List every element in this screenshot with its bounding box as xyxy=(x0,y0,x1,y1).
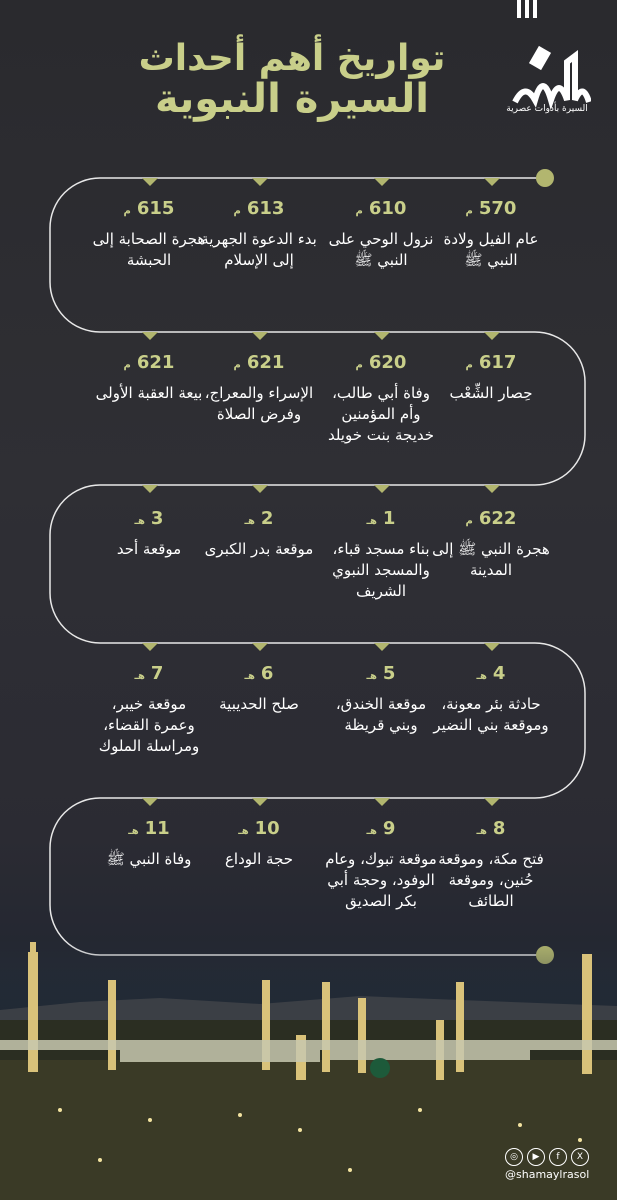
event-item xyxy=(432,198,550,271)
event-item xyxy=(322,818,440,912)
event-marker xyxy=(252,798,268,806)
event-item xyxy=(432,818,550,912)
event-item xyxy=(90,198,208,271)
event-marker xyxy=(142,798,158,806)
event-marker xyxy=(484,643,500,651)
event-year: 3هـ xyxy=(134,508,164,529)
event-item xyxy=(432,352,550,404)
social-handle[interactable]: @shamaylrasol xyxy=(505,1168,590,1181)
event-item xyxy=(200,198,318,271)
event-year: 5هـ xyxy=(366,663,396,684)
event-item xyxy=(322,198,440,271)
event-year: 610م xyxy=(355,198,407,219)
title-line-2: السيرة النبوية xyxy=(155,75,429,122)
event-marker xyxy=(374,178,390,186)
event-item xyxy=(322,352,440,446)
event-year: 621م xyxy=(123,352,175,373)
event-marker xyxy=(484,798,500,806)
event-year: 613م xyxy=(233,198,285,219)
youtube-icon[interactable]: ▶ xyxy=(527,1148,545,1166)
event-item xyxy=(90,352,208,404)
logo-tagline: السيرة بأدوات عصرية xyxy=(506,104,588,114)
event-marker xyxy=(484,332,500,340)
event-item xyxy=(90,508,208,560)
event-description: عام الفيل ولادة النبي ﷺ xyxy=(443,230,539,269)
event-description: حادثة بئر معونة، وموقعة بني النضير xyxy=(433,695,549,734)
instagram-icon[interactable]: ◎ xyxy=(505,1148,523,1166)
event-year: 4هـ xyxy=(476,663,506,684)
event-marker xyxy=(252,643,268,651)
event-item xyxy=(322,508,440,602)
event-description: هجرة الصحابة إلى الحبشة xyxy=(92,230,206,269)
event-year: 11هـ xyxy=(128,818,170,839)
event-year: 620م xyxy=(355,352,407,373)
event-marker xyxy=(484,178,500,186)
event-item xyxy=(200,352,318,425)
event-description: وفاة النبي ﷺ xyxy=(106,850,192,868)
event-description: فتح مكة، وموقعة حُنين، وموقعة الطائف xyxy=(438,850,544,910)
event-item xyxy=(432,663,550,736)
social-links xyxy=(505,1148,589,1166)
event-description: موقعة الخندق، وبني قريظة xyxy=(335,695,427,734)
event-marker xyxy=(374,798,390,806)
event-description: بيعة العقبة الأولى xyxy=(95,384,203,402)
event-year: 1هـ xyxy=(366,508,396,529)
event-year: 570م xyxy=(465,198,517,219)
event-marker xyxy=(484,485,500,493)
event-description: بدء الدعوة الجهرية إلى الإسلام xyxy=(201,230,317,269)
event-item xyxy=(200,508,318,560)
event-item xyxy=(322,663,440,736)
event-year: 615م xyxy=(123,198,175,219)
event-year: 10هـ xyxy=(238,818,280,839)
event-marker xyxy=(142,643,158,651)
event-description: موقعة بدر الكبرى xyxy=(204,540,314,558)
event-description: هجرة النبي ﷺ إلى المدينة xyxy=(432,540,550,579)
event-item xyxy=(90,818,208,870)
event-item xyxy=(432,508,550,581)
event-description: حِصار الشِّعْب xyxy=(449,384,533,402)
event-description: نزول الوحي على النبي ﷺ xyxy=(328,230,434,269)
event-item xyxy=(200,663,318,715)
event-year: 617م xyxy=(465,352,517,373)
title-line-1: تواريخ أهم أحداث xyxy=(138,38,446,79)
event-description: موقعة أحد xyxy=(116,540,182,558)
event-description: وفاة أبي طالب، وأم المؤمنين خديجة بنت خويلد xyxy=(327,384,435,444)
event-marker xyxy=(374,485,390,493)
event-description: الإسراء والمعراج، وفرض الصلاة xyxy=(204,384,314,423)
event-description: حجة الوداع xyxy=(224,850,294,868)
event-description: موقعة تبوك، وعام الوفود، وحجة أبي بكر الصديق xyxy=(325,850,437,910)
event-year: 9هـ xyxy=(366,818,396,839)
event-year: 2هـ xyxy=(244,508,274,529)
event-item xyxy=(90,663,208,757)
event-description: بناء مسجد قباء، والمسجد النبوي الشريف xyxy=(332,540,430,600)
event-year: 6هـ xyxy=(244,663,274,684)
event-marker xyxy=(142,332,158,340)
event-item xyxy=(200,818,318,870)
facebook-icon[interactable]: f xyxy=(549,1148,567,1166)
event-marker xyxy=(252,178,268,186)
event-marker xyxy=(142,485,158,493)
event-year: 621م xyxy=(233,352,285,373)
event-marker xyxy=(374,332,390,340)
event-year: 622م xyxy=(465,508,517,529)
event-marker xyxy=(374,643,390,651)
event-year: 8هـ xyxy=(476,818,506,839)
event-year: 7هـ xyxy=(134,663,164,684)
event-marker xyxy=(252,332,268,340)
x-icon[interactable]: X xyxy=(571,1148,589,1166)
event-marker xyxy=(142,178,158,186)
event-marker xyxy=(252,485,268,493)
event-description: موقعة خيبر، وعمرة القضاء، ومراسلة الملوك xyxy=(98,695,200,755)
event-description: صلح الحديبية xyxy=(219,695,299,713)
